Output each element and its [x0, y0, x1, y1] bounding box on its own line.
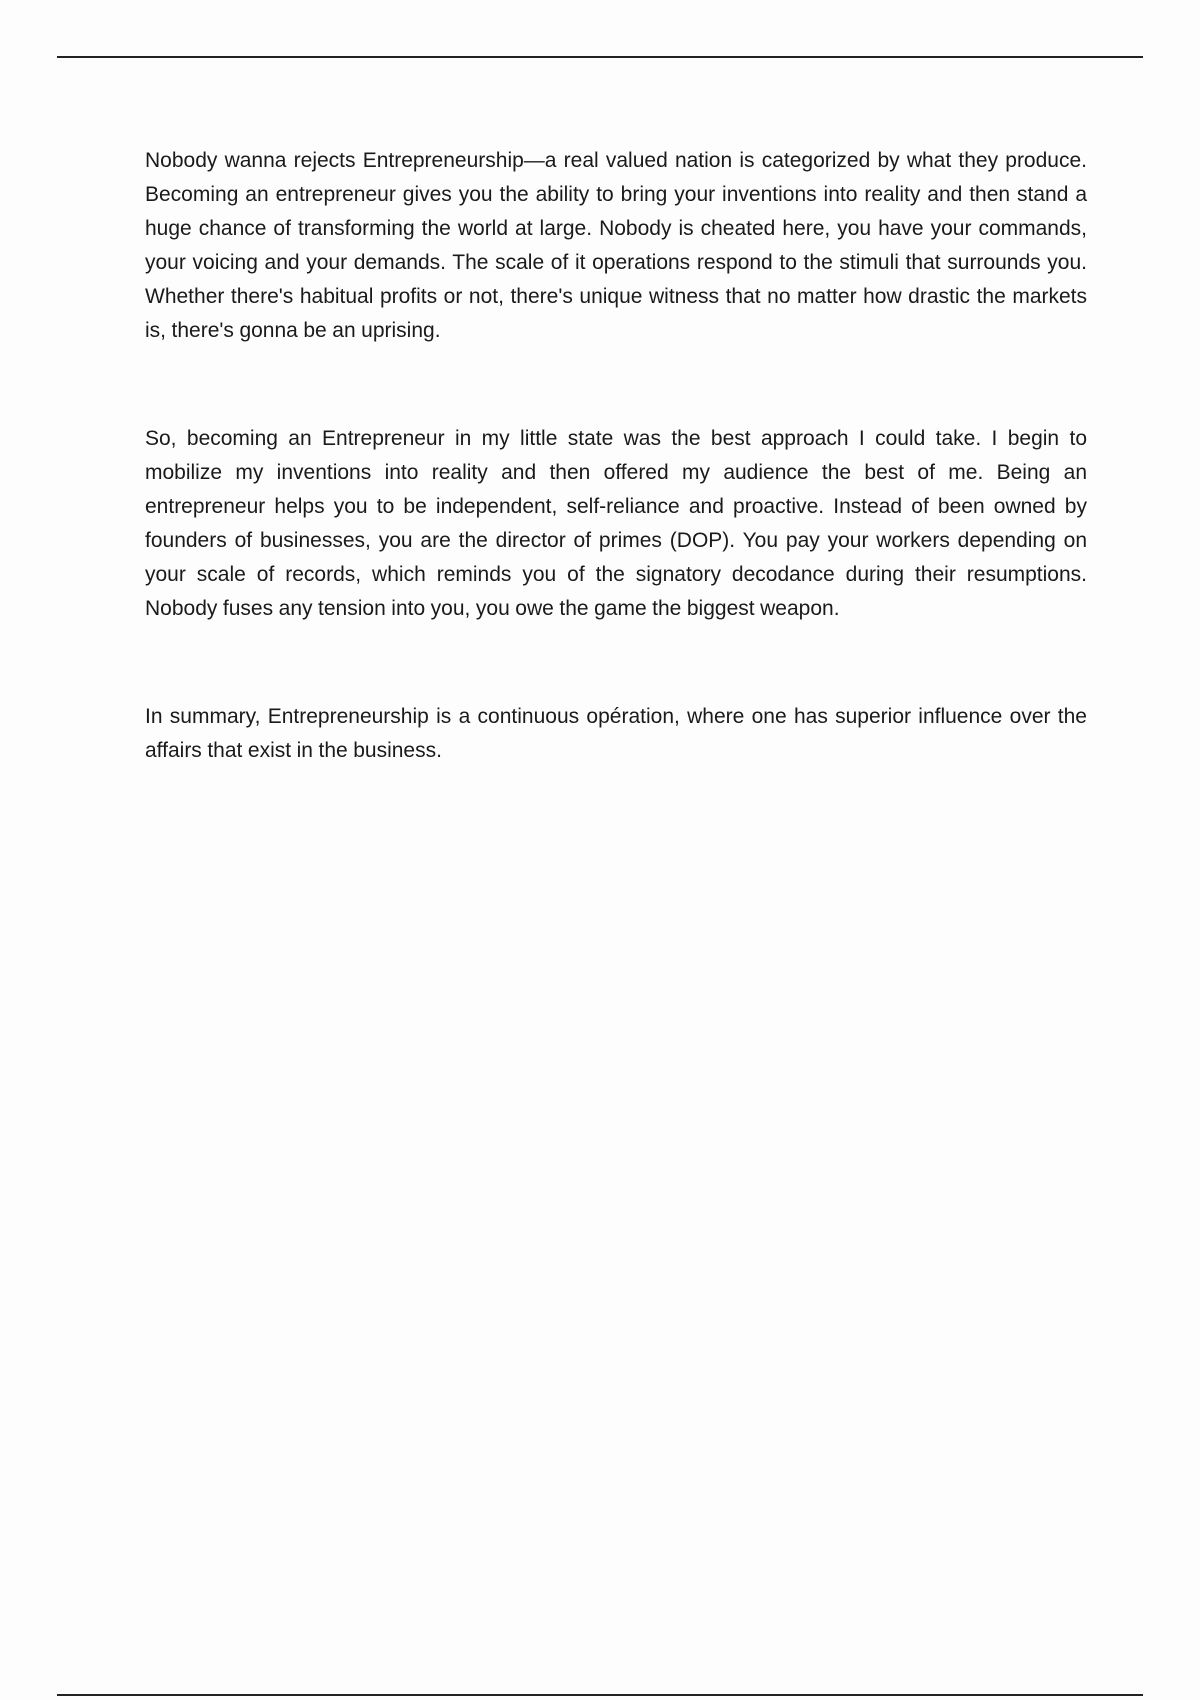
footer-rule: [57, 1694, 1143, 1696]
paragraph-2: So, becoming an Entrepreneur in my little state was the best approach I could take. I begin to mobilize my inventions into reality and then offered my audience the best of me. Being an entrepreneur helps you to be independent, self-reliance and proactive. Instead of been owned by founders of businesses, you are the director of primes (DOP). You pay your workers depending on your scale of records, which reminds you of the signatory decodance during their resumptions. Nobody fuses any tension into you, you owe the game the biggest weapon.: [145, 427, 1087, 620]
header-rule: [57, 56, 1143, 58]
paragraph-3: In summary, Entrepreneurship is a continuous opération, where one has superior influence over the affairs that exist in the business.: [145, 705, 1087, 762]
paragraph-1: Nobody wanna rejects Entrepreneurship—a real valued nation is categorized by what they produce. Becoming an entrepreneur gives you the ability to bring your inventions into reality and then stand a huge chance of transforming the world at large. Nobody is cheated here, you have your commands, your voicing and your demands. The scale of it operations respond to the stimuli that surrounds you. Whether there's habitual profits or not, there's unique witness that no matter how drastic the markets is, there's gonna be an uprising.: [145, 149, 1087, 342]
document-body: [145, 144, 1087, 768]
